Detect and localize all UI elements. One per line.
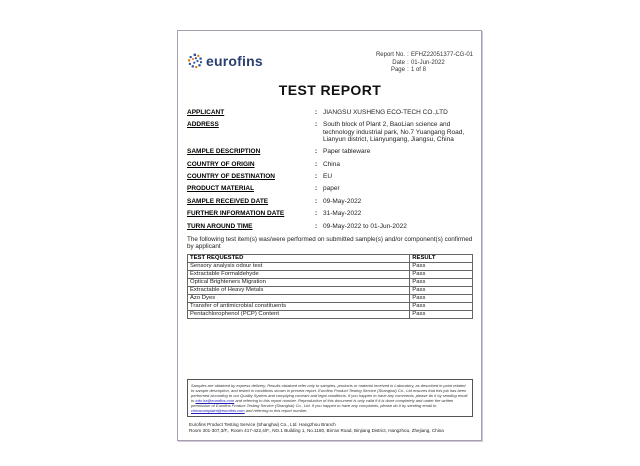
colon: : [407,52,409,58]
field-country-of-origin [187,161,473,168]
test-name-cell: Sensory analysis odour test [188,262,410,270]
result-cell: Pass [410,294,473,302]
info-email-link[interactable]: info.hz@eurofins.com [195,398,235,404]
field-value: 09-May-2022 [323,197,362,205]
page-title: TEST REPORT [278,82,382,98]
field-sample-received-date [187,198,473,205]
colon: : [315,172,318,180]
report-header [187,51,473,75]
field-label: ADDRESS [187,121,219,129]
field-value: 31-May-2022 [323,210,362,218]
report-number-label: Report No. [375,52,405,58]
complaint-email-link[interactable]: chinacomplaint@eurofins.com [191,408,245,414]
eurofins-logo-text: eurofins [206,53,263,69]
report-page-row [369,67,473,75]
disclaimer-text: Samples are obtained by express delivery, Results obtained refer only to samples, products or material received in Laboratory, as described in point related to sample description, and tested in conditions shown in present report. Eurofins Product Testing Service (Shanghai) Co., Ltd ensures that this job has been performed according to our Quality System and complying contract and legal conditions. If you happen to have any comments, please do it by sending email to [191,382,468,404]
results-table [187,254,473,319]
test-name-cell: Extractable of Heavy Metals [188,286,410,294]
field-label: COUNTRY OF ORIGIN [187,160,255,168]
table-header-row [188,254,473,262]
report-date-value: 01-Jun-2022 [410,59,445,66]
lab-footer [187,422,473,433]
field-turn-around-time [187,223,473,230]
disclaimer-text: and referring to this report number. [244,408,308,414]
report-page-label: Page [390,67,405,73]
report-info-block [369,52,473,75]
col-header-result: RESULT [410,254,473,262]
test-name-cell: Extractable Formaldehyde [188,270,410,278]
field-value: JIANGSU XUSHENG ECO-TECH CO.,LTD [323,109,448,116]
field-sample-description [187,148,473,155]
report-number-row [369,52,473,60]
table-row [188,278,473,286]
result-cell: Pass [410,302,473,310]
result-cell: Pass [410,286,473,294]
lab-address: Room 301-307,3/F., Room 417-422,4/F., NO.1 Building 1, No.1180, Bin'an Road, Binjiang District, Hangzhou, Zhejiang, China [189,427,444,433]
field-value: 09-May-2022 to 01-Jun-2022 [323,222,407,230]
field-applicant [187,109,473,116]
table-row [188,270,473,278]
disclaimer-box [187,379,473,417]
colon: : [315,160,318,168]
colon: : [407,67,409,73]
eurofins-logo [187,53,263,69]
field-value: South block of Plant 2, BaoLian science and technology industrial park, No.7 Yuangang Road, Lianyun district, Lianyungang, Jiangsu, China [323,121,465,143]
colon: : [315,210,318,218]
field-label: APPLICANT [187,109,225,116]
colon: : [315,121,318,129]
field-label: COUNTRY OF DESTINATION [187,172,275,180]
table-row [188,286,473,294]
colon: : [315,197,318,205]
disclaimer-text: and referring to this report number. Reproduction of this document is only valid if it is done completely and under the written permission of Eurofins Product Testing Service (Shanghai) Co., Ltd. If you happen to have any complaints, please do it by sending email to [191,398,454,409]
lab-name: Eurofins Product Testing Service (Shanghai) Co., Ltd. Hangzhou Branch [189,422,336,427]
table-row [188,294,473,302]
field-address [187,121,473,143]
table-row [188,310,473,318]
colon: : [407,59,409,66]
eurofins-logo-icon [187,53,203,69]
field-country-of-destination [187,173,473,180]
table-row [188,262,473,270]
result-cell: Pass [410,270,473,278]
field-label: FURTHER INFORMATION DATE [187,210,285,218]
report-page [177,30,482,441]
result-cell: Pass [410,262,473,270]
test-items-note: The following test item(s) was/were performed on submitted sample(s) and/or component(s) confirmed by applicant [187,235,473,250]
field-value: paper [323,185,340,193]
colon: : [315,148,318,156]
table-row [188,302,473,310]
field-label: SAMPLE DESCRIPTION [187,148,261,156]
field-label: SAMPLE RECEIVED DATE [187,197,269,205]
report-date-label: Date [392,59,405,66]
colon: : [315,109,318,116]
col-header-test-requested: TEST REQUESTED [188,254,410,262]
colon: : [315,222,318,230]
report-page-content [178,31,481,440]
test-name-cell: Optical Brighteners Migration [188,278,410,286]
report-page-value: 1 of 8 [410,67,426,73]
test-name-cell: Azo Dyes [188,294,410,302]
report-number-value: EFHZ22051377-CG-01 [410,52,473,58]
field-product-material [187,185,473,192]
page-bottom-block [187,379,473,433]
field-value: Paper tableware [323,148,371,156]
field-label: TURN AROUND TIME [187,222,253,230]
report-fields [187,109,473,230]
field-value: EU [323,172,333,180]
field-further-information-date [187,210,473,217]
result-cell: Pass [410,310,473,318]
colon: : [315,185,318,193]
test-name-cell: Transfer of antimicrobial constituents [188,302,410,310]
report-date-row [369,60,473,68]
field-value: China [323,160,340,168]
result-cell: Pass [410,278,473,286]
test-name-cell: Pentachlorophenol (PCP) Content [188,310,410,318]
field-label: PRODUCT MATERIAL [187,185,255,193]
